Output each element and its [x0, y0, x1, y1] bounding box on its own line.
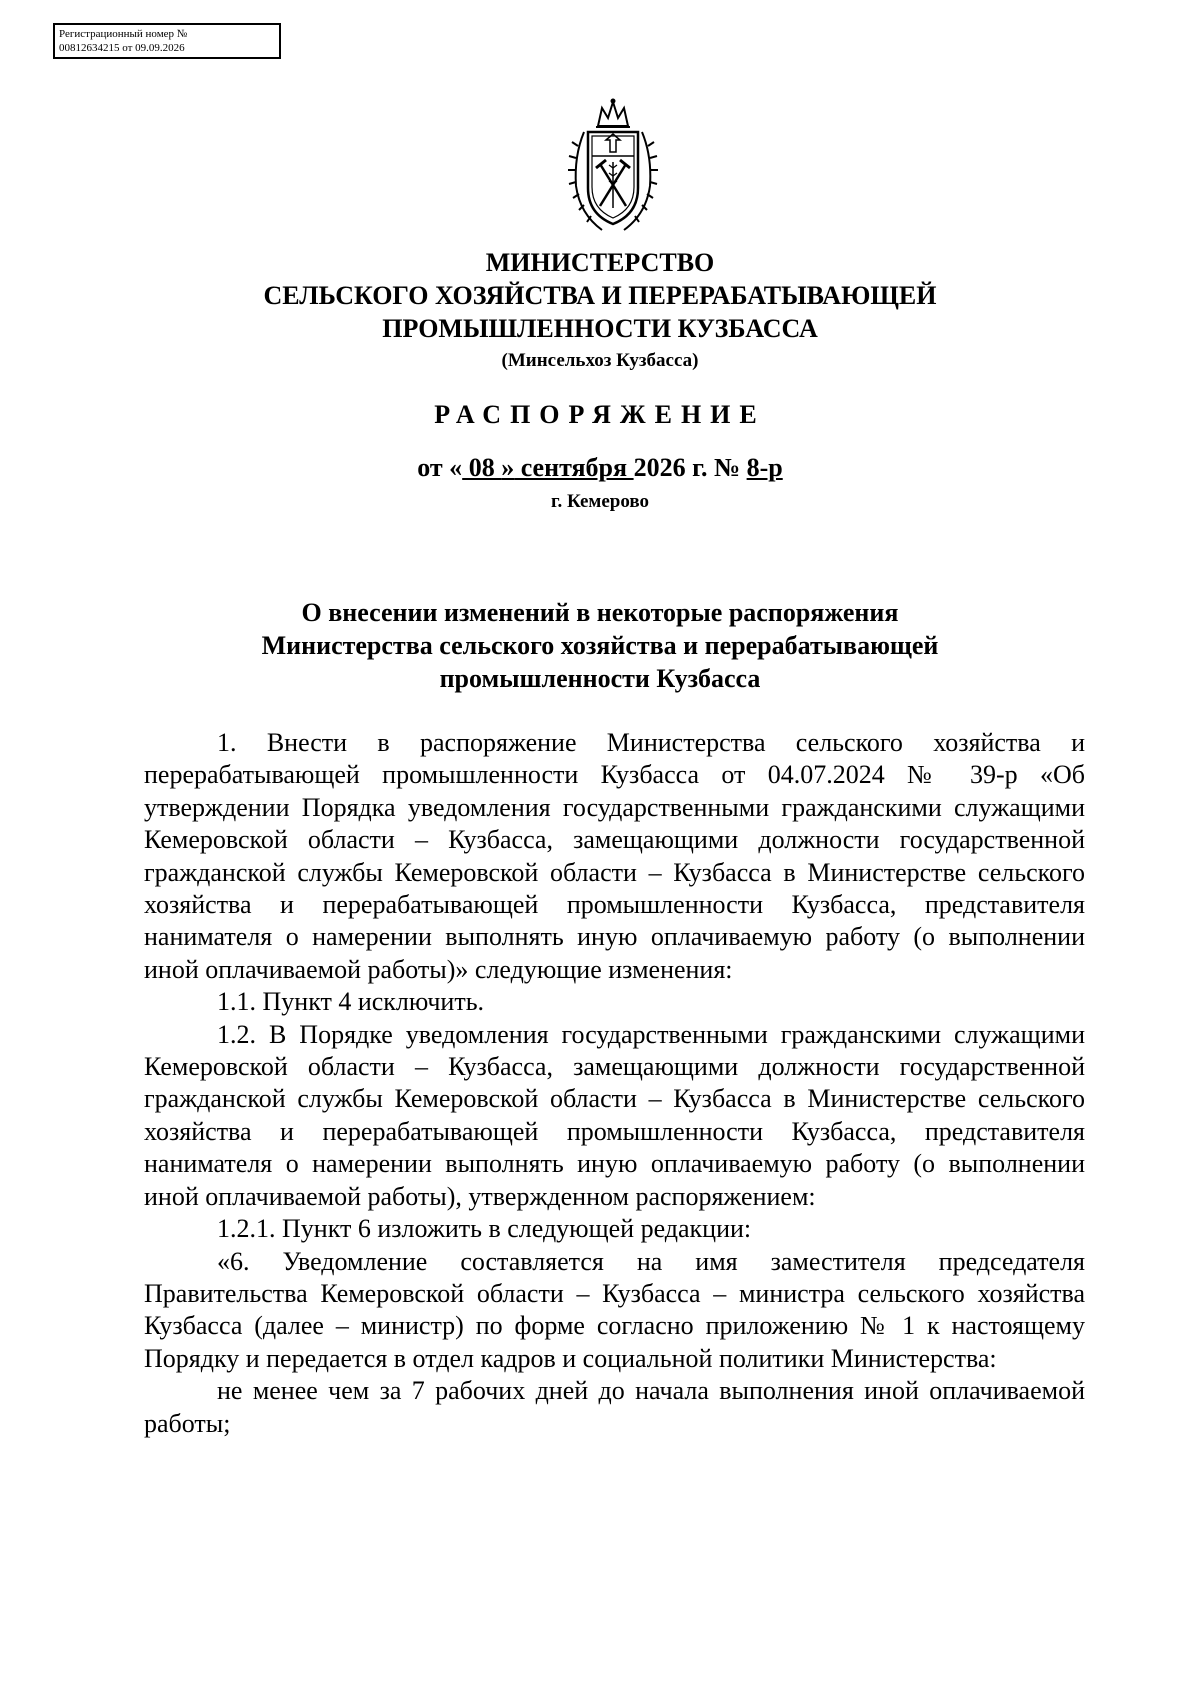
registration-stamp [53, 23, 281, 59]
date-day: 08 [462, 453, 502, 482]
org-name-line2: СЕЛЬСКОГО ХОЗЯЙСТВА И ПЕРЕРАБАТЫВАЮЩЕЙ [263, 281, 937, 310]
date-quote-close: » [501, 453, 515, 482]
document-header [0, 246, 1200, 515]
document-number: 8-р [746, 453, 783, 482]
paragraph-1: 1. Внести в распоряжение Министерства сельского хозяйства и перерабатывающей промышленности Кузбасса от 04.07.2024 № 39-р «Об утверждении Порядка уведомления государственными гражданскими служащими Кемеровской области – Кузбасса, замещающими должности государственной гражданской службы Кемеровской области – Кузбасса в Министерстве сельского хозяйства и перерабатывающей промышленности Кузбасса, представителя нанимателя о намерении выполнять иную оплачиваемую работу (о выполнении иной оплачиваемой работы)» следующие изменения: [144, 728, 1085, 984]
document-date [0, 451, 1200, 485]
org-short-name: (Минсельхоз Кузбасса) [501, 350, 699, 371]
paragraph-1-2: 1.2. В Порядке уведомления государственными гражданскими служащими Кемеровской области – Кузбасса, замещающими должности государственной гражданской службы Кемеровской области – Кузбасса в Министерстве сельского хозяйства и перерабатывающей промышленности Кузбасса, представителя нанимателя о намерении выполнять иную оплачиваемую работу (о выполнении иной оплачиваемой работы), утвержденном распоряжением: [144, 1019, 1085, 1211]
coat-of-arms-icon [558, 96, 668, 238]
document-body [144, 727, 1085, 1440]
subject-line2: Министерства сельского хозяйства и перерабатывающей [261, 631, 939, 660]
org-name-line1: МИНИСТЕРСТВО [485, 248, 715, 277]
paragraph-1-1: 1.1. Пункт 4 исключить. [217, 987, 485, 1017]
subject-line1: О внесении изменений в некоторые распоряжения [301, 598, 899, 627]
document-subject [0, 596, 1200, 695]
paragraph-quote-6: «6. Уведомление составляется на имя заместителя председателя Правительства Кемеровской области – Кузбасса – министра сельского хозяйства Кузбасса (далее – министр) по форме согласно приложению № 1 к настоящему Порядку и передается в отдел кадров и социальной политики Министерства: [144, 1246, 1085, 1373]
registration-stamp-line1: Регистрационный номер № [59, 28, 188, 40]
date-prefix: от « [417, 453, 463, 482]
date-month: сентября [514, 453, 634, 482]
org-name-line3: ПРОМЫШЛЕННОСТИ КУЗБАССА [382, 314, 818, 343]
document-city: г. Кемерово [550, 491, 650, 512]
subject-line3: промышленности Кузбасса [439, 664, 761, 693]
document-type: РАСПОРЯЖЕНИЕ [434, 400, 766, 429]
date-year: 2026 г. № [633, 453, 747, 482]
paragraph-deadline: не менее чем за 7 рабочих дней до начала выполнения иной оплачиваемой работы; [144, 1376, 1085, 1438]
paragraph-1-2-1: 1.2.1. Пункт 6 изложить в следующей редакции: [217, 1214, 752, 1244]
registration-stamp-line2: 00812634215 от 09.09.2026 [59, 42, 185, 54]
